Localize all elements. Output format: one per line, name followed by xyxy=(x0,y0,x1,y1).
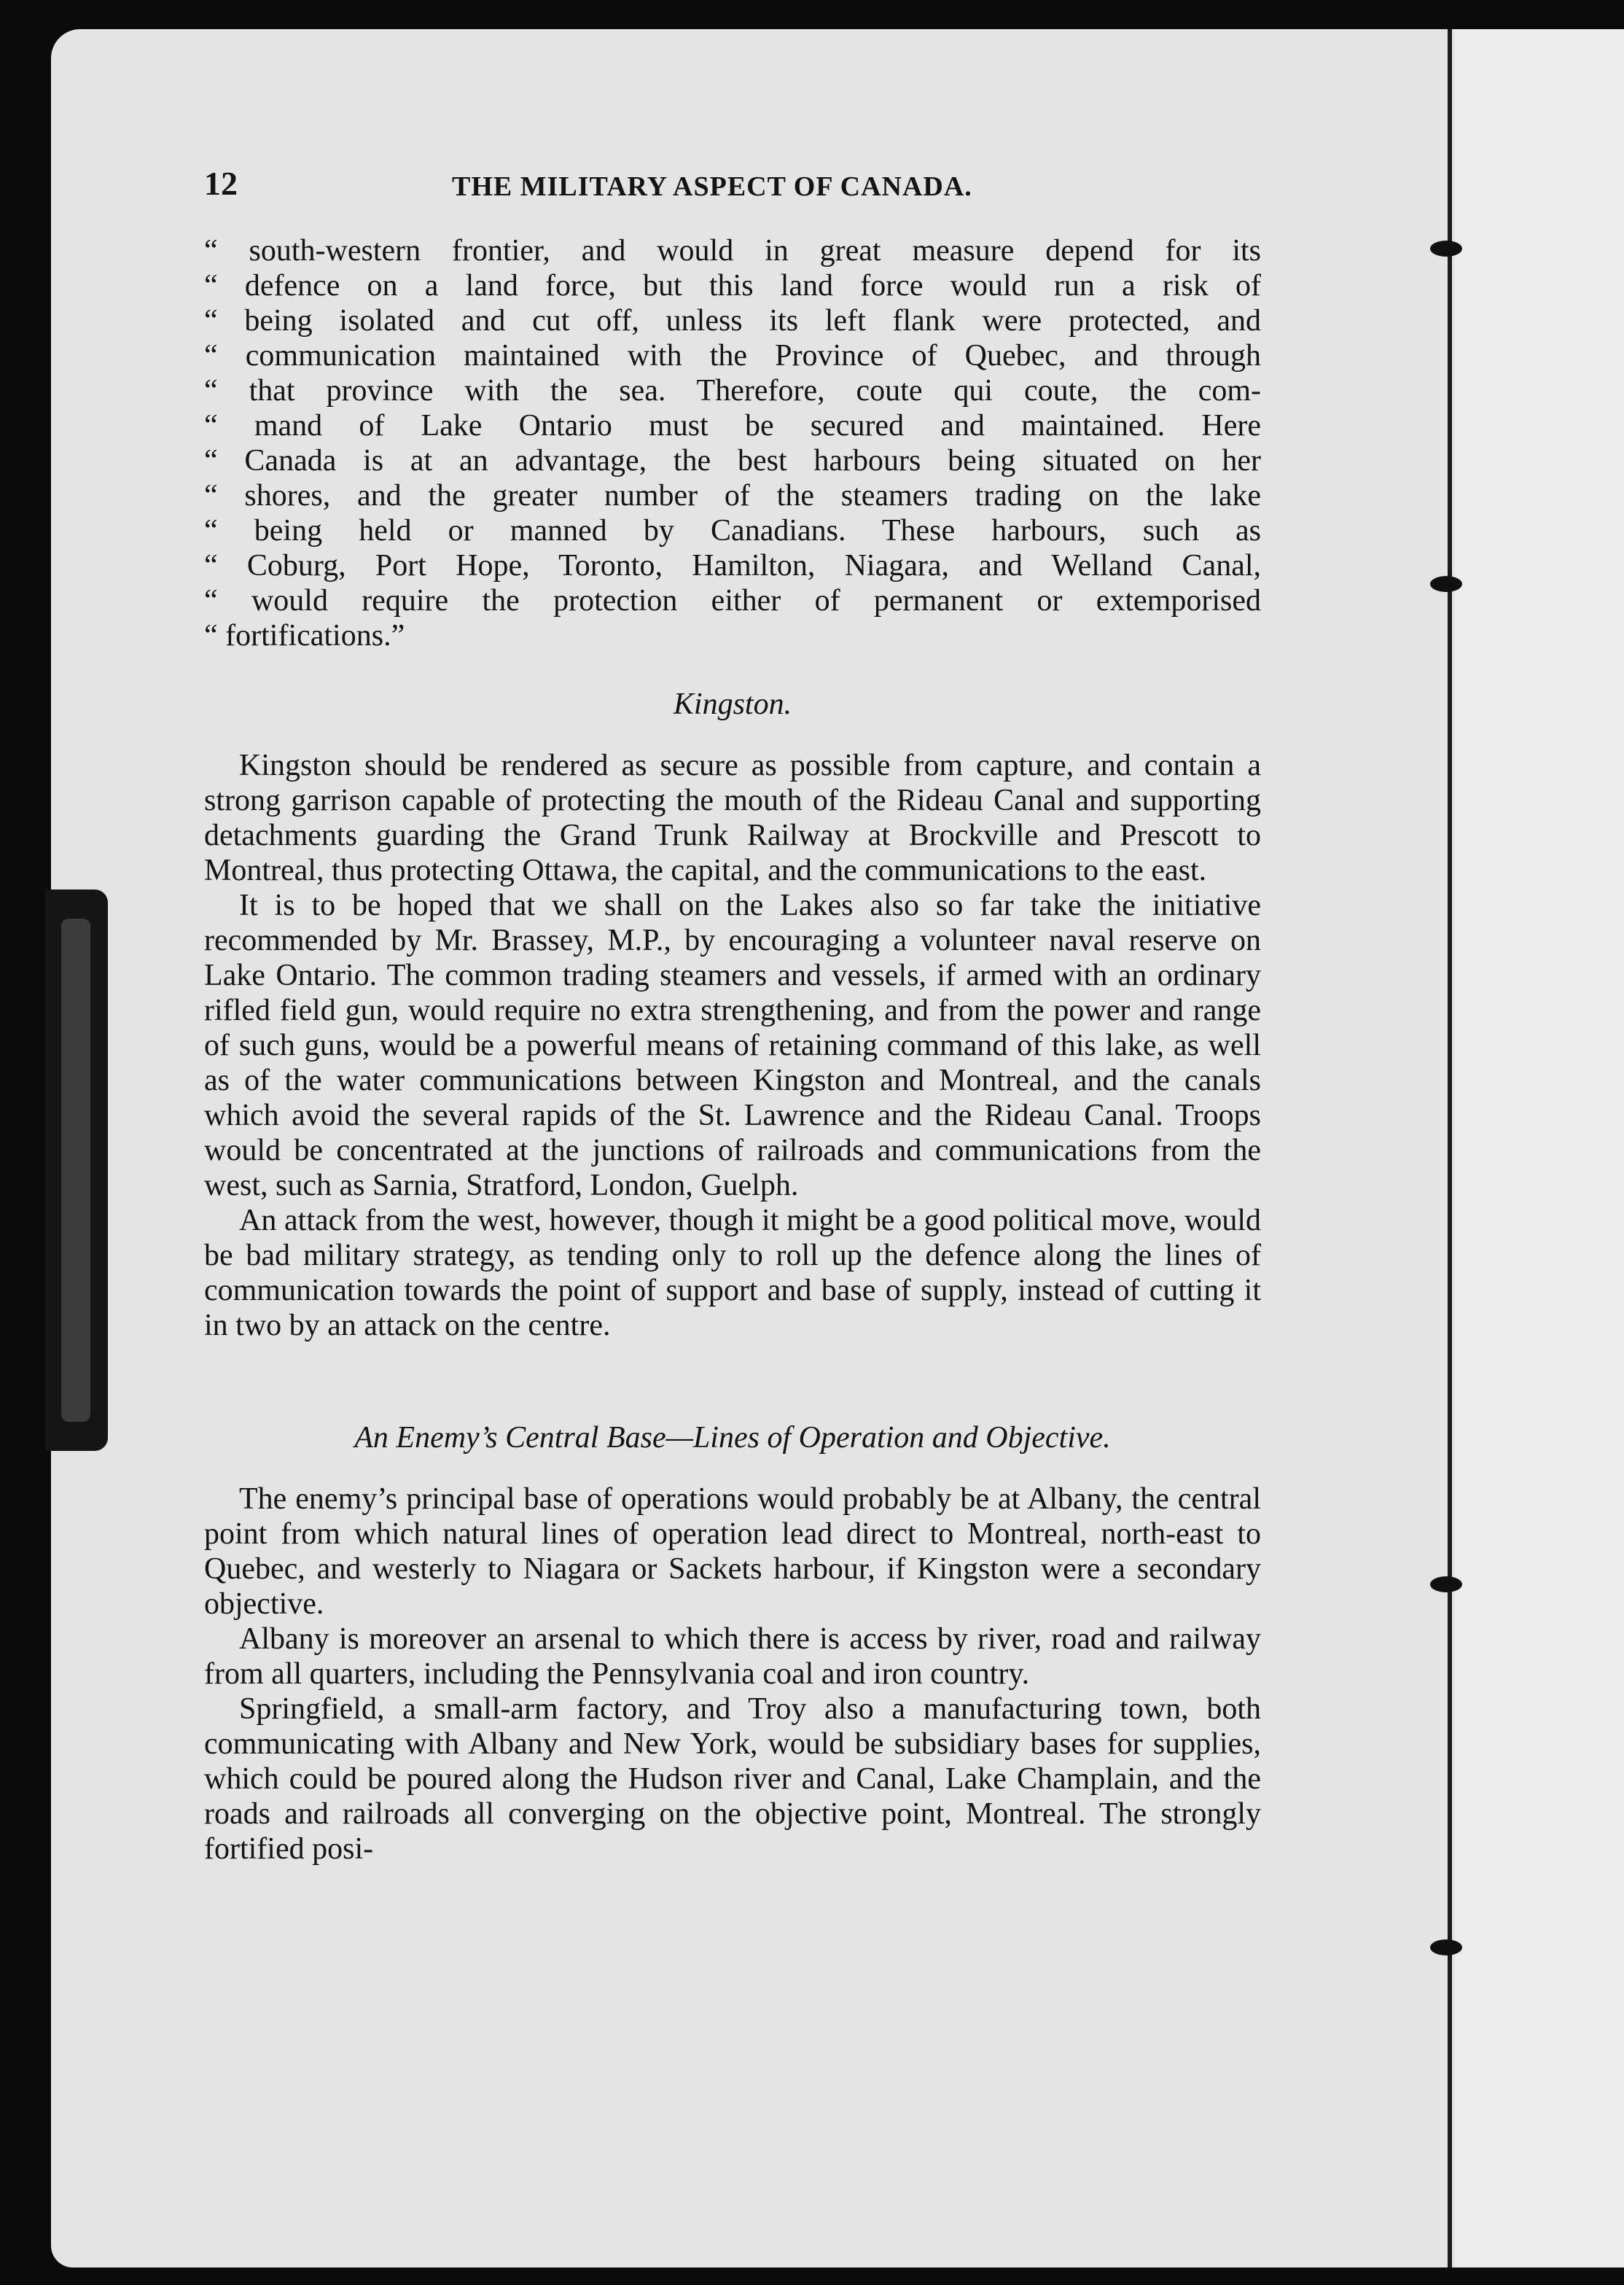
paragraph: Albany is moreover an arsenal to which there is access by river, road and railway from all quarters, including the Pennsylvania coal and iron country. xyxy=(204,1622,1261,1691)
page-number: 12 xyxy=(204,165,238,202)
paragraph: It is to be hoped that we shall on the Lakes also so far take the initiative recommended by Mr. Brassey, M.P., by encouraging a volunteer naval reserve on Lake Ontario. The common trading steamers and vessels, if armed with an ordinary rifled field gun, would require no extra strengthening, and from the power and range of such guns, would be a powerful means of retaining command of this lake, as well as of the water communications between Kingston and Montreal, and the canals which avoid the several rapids of the St. Lawrence and the Rideau Canal. Troops would be concentrated at the junctions of railroads and communications from the west, such as Sarnia, Stratford, London, Guelph. xyxy=(204,889,1261,1202)
binding-stitch-line xyxy=(1448,29,1452,2268)
binding-stitch xyxy=(1430,576,1462,592)
scan-border xyxy=(0,2268,1624,2285)
quote-line: “ mand of Lake Ontario must be secured and maintained. Here xyxy=(204,409,1261,443)
quote-line: “ being isolated and cut off, unless its left flank were protected, and xyxy=(204,304,1261,338)
paragraph: Springfield, a small-arm factory, and Troy also a manufacturing town, both communicating with Albany and New York, would be subsidiary bases for supplies, which could be poured along the Hudson river and Canal, Lake Champlain, and the roads and railroads all converging on the objective point, Montreal. The strongly fortified posi- xyxy=(204,1692,1261,1866)
section-heading-kingston: Kingston. xyxy=(673,688,792,721)
section-heading-enemy-base: An Enemy’s Central Base—Lines of Operation and Objective. xyxy=(354,1421,1111,1455)
quote-line: “ Canada is at an advantage, the best harbours being situated on her xyxy=(204,444,1261,478)
quote-line: “ Coburg, Port Hope, Toronto, Hamilton, Niagara, and Welland Canal, xyxy=(204,549,1261,583)
quote-line: “ communication maintained with the Province of Quebec, and through xyxy=(204,339,1261,373)
quote-line: “ fortifications.” xyxy=(204,619,405,653)
quote-line: “ that province with the sea. Therefore, coute qui coute, the com- xyxy=(204,374,1261,408)
binding-stitch xyxy=(1430,1576,1462,1592)
quote-line: “ south-western frontier, and would in great measure depend for its xyxy=(204,234,1261,268)
quotation-block xyxy=(204,233,1261,653)
running-head xyxy=(204,166,1261,210)
paragraph: An attack from the west, however, though it might be a good political move, would be bad military strategy, as tending only to roll up the defence along the lines of communication towards the point of support and base of supply, instead of cutting it in two by an attack on the centre. xyxy=(204,1204,1261,1342)
binding-stitch xyxy=(1430,1939,1462,1955)
page-text-area xyxy=(204,166,1261,1866)
adjacent-page-edge xyxy=(1455,29,1624,2268)
quote-line: “ being held or manned by Canadians. These harbours, such as xyxy=(204,514,1261,548)
paragraph: The enemy’s principal base of operations would probably be at Albany, the central point from which natural lines of operation lead direct to Montreal, north-east to Quebec, and westerly to Niagara or Sackets harbour, if Kingston were a secondary objective. xyxy=(204,1482,1261,1621)
running-title: THE MILITARY ASPECT OF CANADA. xyxy=(452,171,972,202)
quote-line: “ would require the protection either of permanent or extemporised xyxy=(204,584,1261,618)
binding-stitch xyxy=(1430,241,1462,257)
quote-line: “ defence on a land force, but this land force would run a risk of xyxy=(204,269,1261,303)
paragraph: Kingston should be rendered as secure as possible from capture, and contain a strong garrison capable of protecting the mouth of the Rideau Canal and supporting detachments guarding the Grand Trunk Railway at Brockville and Prescott to Montreal, thus protecting Ottawa, the capital, and the communications to the east. xyxy=(204,749,1261,887)
binding-tab xyxy=(45,890,108,1451)
quote-line: “ shores, and the greater number of the steamers trading on the lake xyxy=(204,479,1261,513)
